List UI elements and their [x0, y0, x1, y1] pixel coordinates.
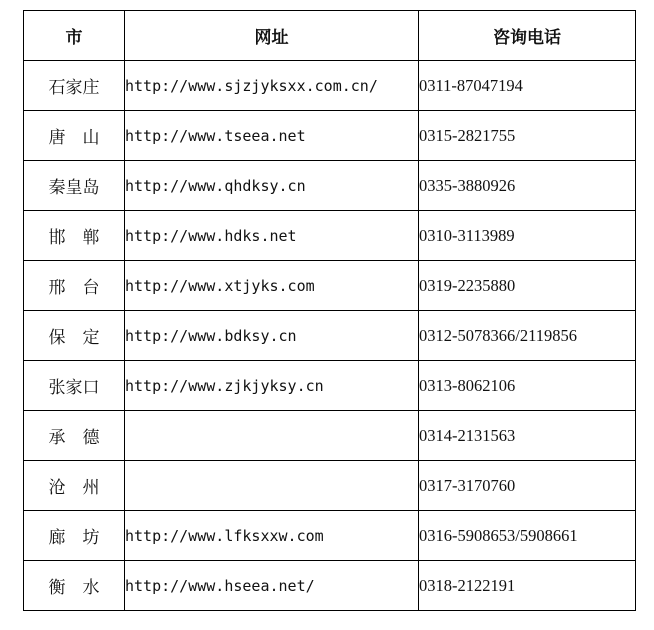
table-row [24, 111, 636, 161]
city-cell: 张家口 [24, 361, 125, 411]
phone-cell: 0313-8062106 [419, 361, 636, 411]
header-url: 网址 [125, 11, 419, 61]
city-cell: 秦皇岛 [24, 161, 125, 211]
table-row [24, 161, 636, 211]
header-row [24, 11, 636, 61]
url-cell[interactable]: http://www.hseea.net/ [125, 561, 419, 611]
city-cell: 邯 郸 [24, 211, 125, 261]
city-cell: 承 德 [24, 411, 125, 461]
url-cell[interactable]: http://www.tseea.net [125, 111, 419, 161]
url-cell[interactable]: http://www.hdks.net [125, 211, 419, 261]
url-cell[interactable]: http://www.zjkjyksy.cn [125, 361, 419, 411]
table-row [24, 211, 636, 261]
phone-cell: 0315-2821755 [419, 111, 636, 161]
city-cell: 廊 坊 [24, 511, 125, 561]
city-cell: 邢 台 [24, 261, 125, 311]
city-cell: 衡 水 [24, 561, 125, 611]
city-cell: 保 定 [24, 311, 125, 361]
url-cell[interactable]: http://www.qhdksy.cn [125, 161, 419, 211]
url-cell [125, 411, 419, 461]
contact-table [23, 10, 636, 611]
url-cell[interactable]: http://www.xtjyks.com [125, 261, 419, 311]
phone-cell: 0310-3113989 [419, 211, 636, 261]
header-phone: 咨询电话 [419, 11, 636, 61]
phone-cell: 0318-2122191 [419, 561, 636, 611]
phone-cell: 0316-5908653/5908661 [419, 511, 636, 561]
table-row [24, 311, 636, 361]
url-cell[interactable]: http://www.lfksxxw.com [125, 511, 419, 561]
city-cell: 石家庄 [24, 61, 125, 111]
phone-cell: 0335-3880926 [419, 161, 636, 211]
city-cell: 沧 州 [24, 461, 125, 511]
table-row [24, 361, 636, 411]
url-cell[interactable]: http://www.bdksy.cn [125, 311, 419, 361]
phone-cell: 0317-3170760 [419, 461, 636, 511]
phone-cell: 0314-2131563 [419, 411, 636, 461]
table-row [24, 61, 636, 111]
url-cell[interactable]: http://www.sjzjyksxx.com.cn/ [125, 61, 419, 111]
table-row [24, 411, 636, 461]
table-row [24, 461, 636, 511]
table-row [24, 511, 636, 561]
header-city: 市 [24, 11, 125, 61]
city-cell: 唐 山 [24, 111, 125, 161]
phone-cell: 0319-2235880 [419, 261, 636, 311]
phone-cell: 0311-87047194 [419, 61, 636, 111]
url-cell [125, 461, 419, 511]
phone-cell: 0312-5078366/2119856 [419, 311, 636, 361]
table-row [24, 261, 636, 311]
table-row [24, 561, 636, 611]
